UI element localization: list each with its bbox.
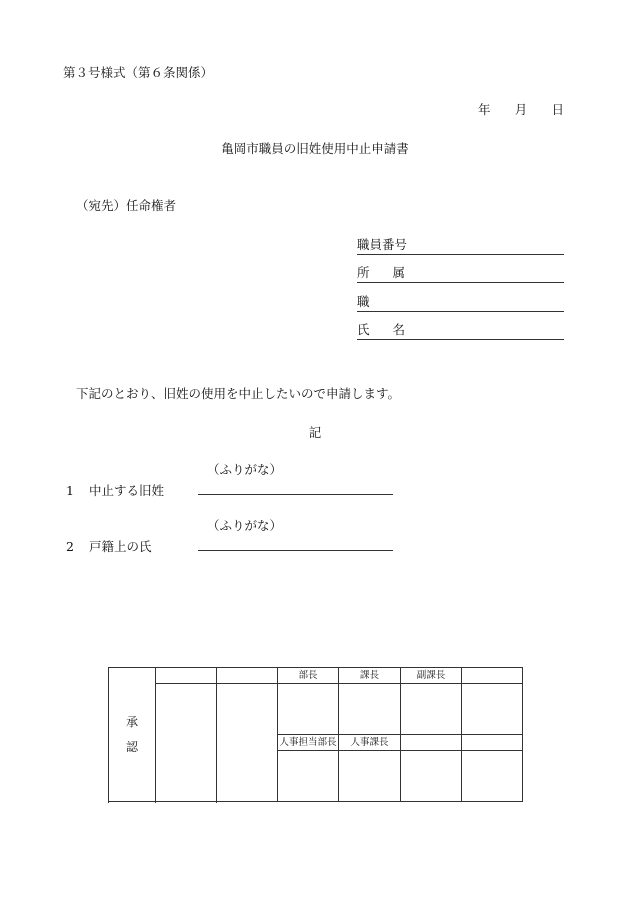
name-label: 氏 名 xyxy=(357,322,405,337)
document-title: 亀岡市職員の旧姓使用中止申請書 xyxy=(221,141,409,156)
addressee: （宛先）任命権者 xyxy=(76,198,177,213)
approval-char-1: 承 xyxy=(125,714,138,729)
date-year: 年 xyxy=(478,102,491,117)
stamp-blank-3[interactable] xyxy=(462,751,523,802)
header-bucho: 部長 xyxy=(278,668,339,684)
position-field[interactable] xyxy=(357,296,564,312)
item-2-furigana: （ふりがな） xyxy=(207,518,283,533)
position-label: 職 xyxy=(357,294,370,309)
stamp-blank-1[interactable] xyxy=(462,684,523,735)
approval-blank-stamp-2[interactable] xyxy=(217,684,278,802)
header-jinji-tanto-bucho: 人事担当部長 xyxy=(278,735,339,751)
header-jinji-kacho: 人事課長 xyxy=(339,735,401,751)
ki-heading: 記 xyxy=(308,425,322,440)
header-blank-2 xyxy=(401,735,462,751)
employee-number-field[interactable] xyxy=(357,239,564,255)
name-field[interactable] xyxy=(357,324,564,340)
approval-char-2: 認 xyxy=(125,739,138,754)
approval-blank-stamp-1[interactable] xyxy=(156,684,217,802)
item-2-number: 2 xyxy=(66,539,74,554)
header-fukukacho: 副課長 xyxy=(401,668,462,684)
item-1-input-line[interactable] xyxy=(198,494,393,495)
stamp-bucho[interactable] xyxy=(278,684,339,735)
item-1-number: 1 xyxy=(66,483,74,498)
statement: 下記のとおり、旧姓の使用を中止したいので申請します。 xyxy=(76,386,401,401)
approval-table xyxy=(108,667,523,802)
item-2-input-line[interactable] xyxy=(198,550,393,551)
approval-blank-header-1 xyxy=(156,668,217,684)
date-line xyxy=(478,102,564,118)
date-day: 日 xyxy=(551,102,564,117)
department-label: 所 属 xyxy=(357,265,405,280)
stamp-kacho[interactable] xyxy=(339,684,401,735)
header-kacho: 課長 xyxy=(339,668,401,684)
approval-stamp-cell xyxy=(109,668,156,802)
department-field[interactable] xyxy=(357,267,564,283)
item-1-furigana: （ふりがな） xyxy=(207,462,283,477)
stamp-fukukacho[interactable] xyxy=(401,684,462,735)
header-blank-3 xyxy=(462,735,523,751)
form-number: 第３号様式（第６条関係） xyxy=(63,65,214,80)
approval-blank-header-2 xyxy=(217,668,278,684)
header-blank xyxy=(462,668,523,684)
stamp-jinji-tanto-bucho[interactable] xyxy=(278,751,339,802)
stamp-blank-2[interactable] xyxy=(401,751,462,802)
employee-number-label: 職員番号 xyxy=(357,237,408,252)
item-1-label: 中止する旧姓 xyxy=(89,483,165,498)
item-2-label: 戸籍上の氏 xyxy=(89,539,152,554)
stamp-jinji-kacho[interactable] xyxy=(339,751,401,802)
date-month: 月 xyxy=(514,102,528,117)
